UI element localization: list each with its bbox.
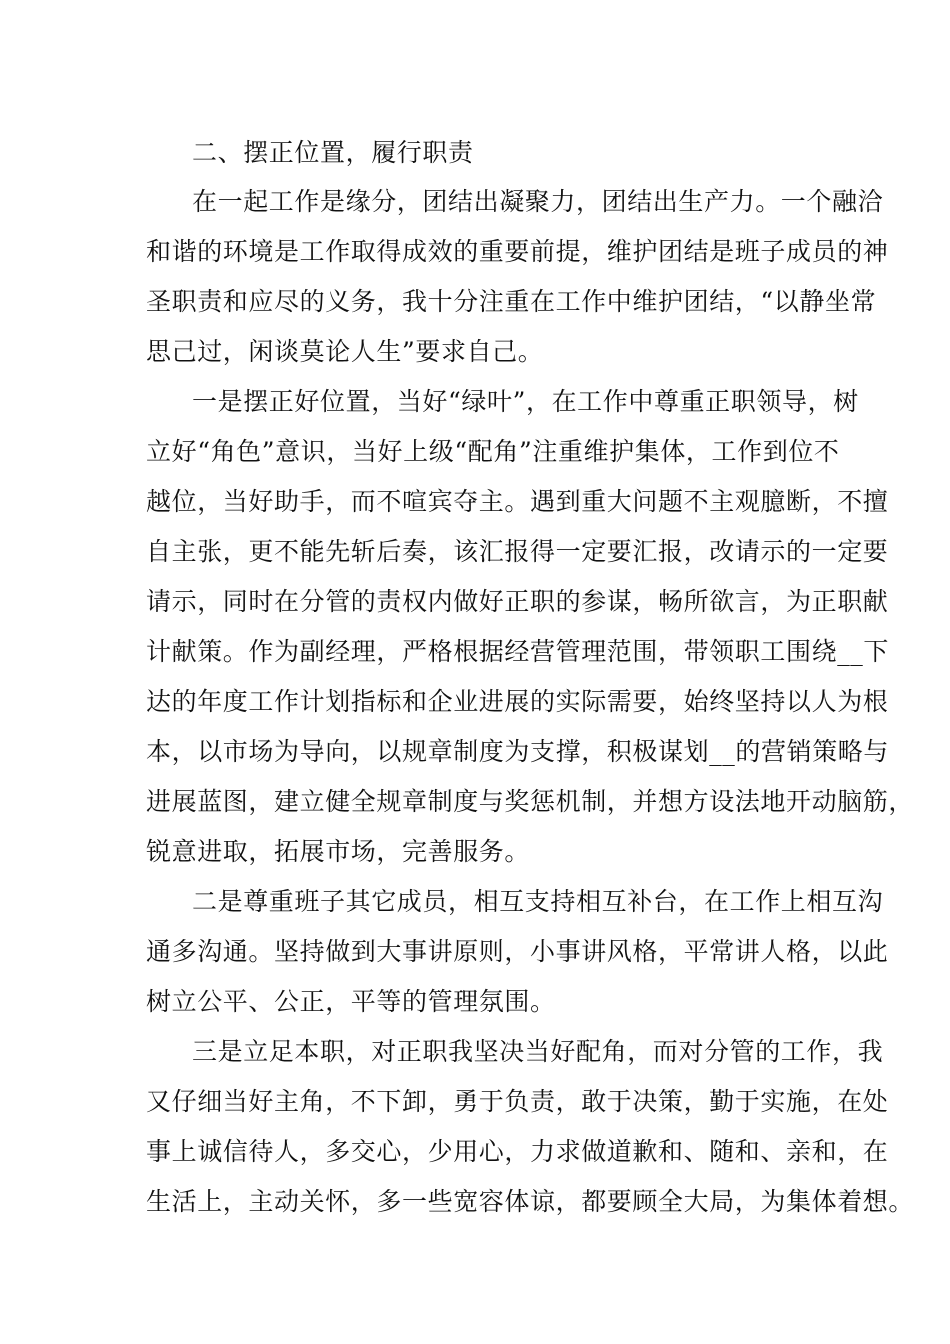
paragraph-2-line-2: 立好“角色”意识，当好上级“配角”注重维护集体，工作到位不 — [146, 437, 840, 466]
paragraph-2-line-6: 计献策。作为副经理，严格根据经营管理范围，带领职工围绕__下 — [146, 637, 890, 666]
paragraph-4-line-1: 三是立足本职，对正职我坚决当好配角，而对分管的工作，我 — [192, 1037, 884, 1066]
paragraph-4-line-4: 生活上，主动关怀，多一些宽容体谅，都要顾全大局，为集体着想。 — [146, 1187, 915, 1216]
paragraph-2-line-3: 越位，当好助手，而不喧宾夺主。遇到重大问题不主观臆断，不擅 — [146, 487, 889, 516]
paragraph-3-line-2: 通多沟通。坚持做到大事讲原则，小事讲风格，平常讲人格，以此 — [146, 937, 889, 966]
paragraph-1-line-3: 圣职责和应尽的义务，我十分注重在工作中维护团结，“以静坐常 — [146, 287, 877, 316]
section-heading: 二、摆正位置，履行职责 — [192, 138, 474, 167]
paragraph-1-line-1: 在一起工作是缘分，团结出凝聚力，团结出生产力。一个融洽 — [192, 187, 884, 216]
paragraph-4-line-2: 又仔细当好主角，不下卸，勇于负责，敢于决策，勤于实施，在处 — [146, 1087, 889, 1116]
paragraph-4-line-3: 事上诚信待人，多交心，少用心，力求做道歉和、随和、亲和，在 — [146, 1137, 889, 1166]
paragraph-2-line-10: 锐意进取，拓展市场，完善服务。 — [146, 837, 531, 866]
paragraph-2-line-7: 达的年度工作计划指标和企业进展的实际需要，始终坚持以人为根 — [146, 687, 889, 716]
paragraph-3-line-3: 树立公平、公正，平等的管理氛围。 — [146, 987, 556, 1016]
paragraph-1-line-4: 思己过，闲谈莫论人生”要求自己。 — [146, 337, 544, 366]
paragraph-2-line-5: 请示，同时在分管的责权内做好正职的参谋，畅所欲言，为正职献 — [146, 587, 889, 616]
paragraph-1-line-2: 和谐的环境是工作取得成效的重要前提，维护团结是班子成员的神 — [146, 237, 889, 266]
paragraph-2-line-8: 本，以市场为导向，以规章制度为支撑，积极谋划__的营销策略与 — [146, 737, 890, 766]
paragraph-2-line-9: 进展蓝图，建立健全规章制度与奖惩机制，并想方设法地开动脑筋， — [146, 787, 915, 816]
paragraph-2-line-4: 自主张，更不能先斩后奏，该汇报得一定要汇报，改请示的一定要 — [146, 537, 889, 566]
paragraph-3-line-1: 二是尊重班子其它成员，相互支持相互补台，在工作上相互沟 — [192, 887, 884, 916]
paragraph-2-line-1: 一是摆正好位置，当好“绿叶”，在工作中尊重正职领导，树 — [192, 387, 859, 416]
